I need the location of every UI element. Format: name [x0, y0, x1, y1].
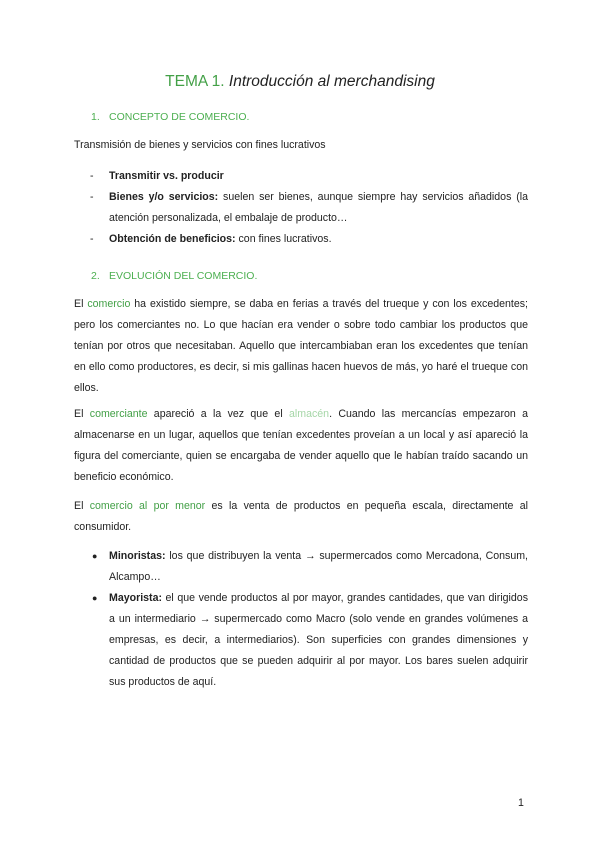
section-1-title: CONCEPTO DE COMERCIO. — [109, 111, 250, 123]
list-item-term: Minoristas: — [109, 550, 166, 562]
list-marker: - — [90, 233, 94, 245]
section-2-bullets — [92, 546, 528, 693]
term-comerciante: comerciante — [89, 408, 148, 420]
title-text: Introducción al merchandising — [228, 73, 435, 90]
section-1-list — [90, 166, 528, 250]
list-item-text: suelen ser bienes, aunque siempre hay servicios añadidos (la atención personalizada, el embalaje de producto… — [109, 191, 528, 224]
list-item-term: Obtención de beneficios: — [109, 233, 236, 245]
paragraph-text: El — [74, 298, 88, 310]
term-comercio-por-menor: comercio al por menor — [89, 500, 206, 512]
paragraph-por-menor — [74, 496, 528, 538]
list-item-text: los que distribuyen la venta → supermercados como Mercadona, Consum, Alcampo… — [109, 550, 528, 583]
section-2-heading — [91, 269, 257, 283]
title-number: TEMA 1. — [165, 73, 225, 90]
section-1-intro: Transmisión de bienes y servicios con fines lucrativos — [74, 139, 326, 151]
list-item — [90, 166, 528, 187]
page-title — [0, 73, 600, 91]
paragraph-comerciante — [74, 404, 528, 488]
list-item — [92, 588, 528, 693]
list-item-term: Transmitir vs. producir — [109, 170, 224, 182]
paragraph-text: apareció a la vez que el — [147, 408, 290, 420]
paragraph-comercio — [74, 294, 528, 399]
term-almacen: almacén — [289, 408, 330, 420]
term-comercio: comercio — [87, 298, 131, 310]
section-1-number: 1. — [91, 111, 100, 123]
section-1-heading — [91, 110, 249, 124]
bullet-marker: ● — [92, 551, 98, 561]
section-2-number: 2. — [91, 270, 100, 282]
paragraph-text: ha existido siempre, se daba en ferias a través del trueque y con los excedentes; pero los comerciantes no. Lo que hacían era vender o sobre todo cambiar los productos que tenían por otros que necesitaban. Aquello que intercambiaban eran los excedentes que tenían en ello como productores, es decir, si mis gallinas hacen huevos de más, yo haré el trueque con ellos. — [74, 298, 528, 394]
list-item — [92, 546, 528, 588]
list-item-term: Mayorista: — [109, 592, 162, 604]
list-item-text: el que vende productos al por mayor, grandes cantidades, que van dirigidos a un intermediario → supermercado como Macro (solo vende en grandes volúmenes a empresas, es decir, a intermediarios). Son superficies con grandes dimensiones y cantidad de productos que se pueden adquirir al por mayor. Los bares suelen adquirir sus productos de aquí. — [109, 592, 528, 688]
paragraph-text: es la venta de productos en pequeña escala, directamente al consumidor. — [74, 500, 529, 533]
section-2-title: EVOLUCIÓN DEL COMERCIO. — [109, 270, 258, 282]
list-item — [90, 229, 528, 250]
list-marker: - — [90, 191, 94, 203]
list-marker: - — [90, 170, 94, 182]
list-item-term: Bienes y/o servicios: — [109, 191, 219, 203]
paragraph-text: El — [74, 408, 90, 420]
bullet-marker: ● — [92, 593, 98, 603]
paragraph-text: . Cuando las mercancías empezaron a almacenarse en un lugar, aquellos que tenían excedentes proveían a un local y así apareció la figura del comerciante, quien se encargaba de vender aquello que le habían traído sacando un beneficio económico. — [74, 408, 528, 483]
page-number: 1 — [518, 797, 524, 809]
list-item-text: con fines lucrativos. — [235, 233, 332, 245]
list-item — [90, 187, 528, 229]
paragraph-text: El — [74, 500, 90, 512]
